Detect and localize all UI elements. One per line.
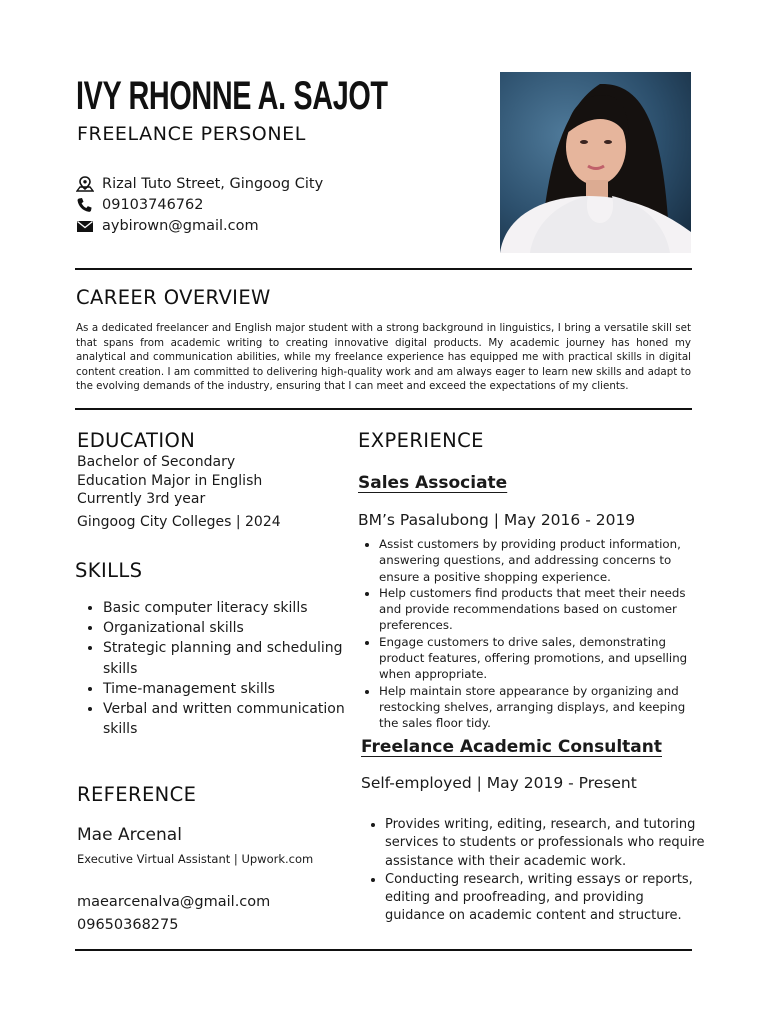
profile-photo bbox=[500, 72, 691, 253]
skill-item: • Strategic planning and scheduling skills bbox=[103, 638, 353, 678]
career-overview-text: As a dedicated freelancer and English major student with a strong background in linguistics, I bring a versatile skill set that spans from academic writing to creating innovative digital products. My academic journey has honed my analytical and communication abilities, while my freelance experience has equipped me with practical skills in digital content creation. I am committed to delivering high-quality work and am always eager to learn new skills and adapt to the evolving demands of the industry, ensuring that I can meet and exceed the expectations of my clients. bbox=[76, 322, 691, 393]
skill-item: • Basic computer literacy skills bbox=[103, 598, 353, 618]
skill-item: • Organizational skills bbox=[103, 618, 353, 638]
job-title-sales-associate: Sales Associate bbox=[358, 473, 508, 493]
envelope-icon bbox=[76, 218, 94, 234]
skill-item: • Verbal and written communication skills bbox=[103, 699, 353, 739]
resume-name: IVY RHONNE A. SAJOT bbox=[76, 74, 388, 118]
education-line: Bachelor of Secondary bbox=[77, 454, 236, 470]
job-title-freelance-consultant: Freelance Academic Consultant bbox=[361, 737, 662, 757]
education-line: Education Major in English bbox=[77, 473, 263, 489]
job-duty-item: • Engage customers to drive sales, demonstrating product features, offering promotions, and upselling when appropriate. bbox=[379, 634, 704, 683]
job-company: BM’s Pasalubong | May 2016 - 2019 bbox=[358, 511, 636, 529]
reference-role: Executive Virtual Assistant | Upwork.com bbox=[77, 852, 314, 866]
job-duty-item: • Provides writing, editing, research, and tutoring services to students or professionals who require assistance with their academic work. bbox=[385, 816, 707, 871]
skill-item: • Time-management skills bbox=[103, 679, 353, 699]
education-heading: EDUCATION bbox=[77, 429, 196, 452]
job-duty-item: • Help customers find products that meet their needs and provide recommendations based on customer preferences. bbox=[379, 585, 704, 634]
contact-address bbox=[76, 176, 323, 192]
divider-top bbox=[75, 268, 692, 270]
job-duties-list bbox=[362, 536, 704, 732]
location-pin-icon bbox=[76, 176, 94, 192]
reference-heading: REFERENCE bbox=[77, 783, 197, 806]
email-text: aybirown@gmail.com bbox=[102, 218, 259, 234]
contact-phone bbox=[76, 197, 203, 213]
skills-list bbox=[85, 598, 353, 739]
job-duty-item: • Conducting research, writing essays or reports, editing and proofreading, and providing guidance on academic content and structure. bbox=[385, 871, 707, 926]
career-overview-heading: CAREER OVERVIEW bbox=[76, 286, 271, 309]
phone-text: 09103746762 bbox=[102, 197, 204, 213]
skills-heading: SKILLS bbox=[75, 559, 143, 582]
reference-email: maearcenalva@gmail.com bbox=[77, 894, 271, 910]
education-line: Currently 3rd year bbox=[77, 491, 206, 507]
job-company: Self-employed | May 2019 - Present bbox=[361, 774, 637, 792]
phone-icon bbox=[76, 197, 94, 213]
divider-middle bbox=[75, 408, 692, 410]
job-duty-item: • Assist customers by providing product information, answering questions, and addressing concerns to ensure a positive shopping experience. bbox=[379, 536, 704, 585]
reference-phone: 09650368275 bbox=[77, 917, 179, 933]
address-text: Rizal Tuto Street, Gingoog City bbox=[102, 176, 324, 192]
job-duty-item: • Help maintain store appearance by organizing and restocking shelves, arranging displays, and keeping the sales floor tidy. bbox=[379, 683, 704, 732]
reference-name: Mae Arcenal bbox=[77, 825, 182, 845]
education-school: Gingoog City Colleges | 2024 bbox=[77, 514, 281, 530]
job-duties-list bbox=[368, 816, 707, 926]
divider-bottom bbox=[75, 949, 692, 951]
contact-email bbox=[76, 218, 259, 234]
job-title: FREELANCE PERSONEL bbox=[77, 123, 306, 145]
experience-heading: EXPERIENCE bbox=[358, 429, 484, 452]
